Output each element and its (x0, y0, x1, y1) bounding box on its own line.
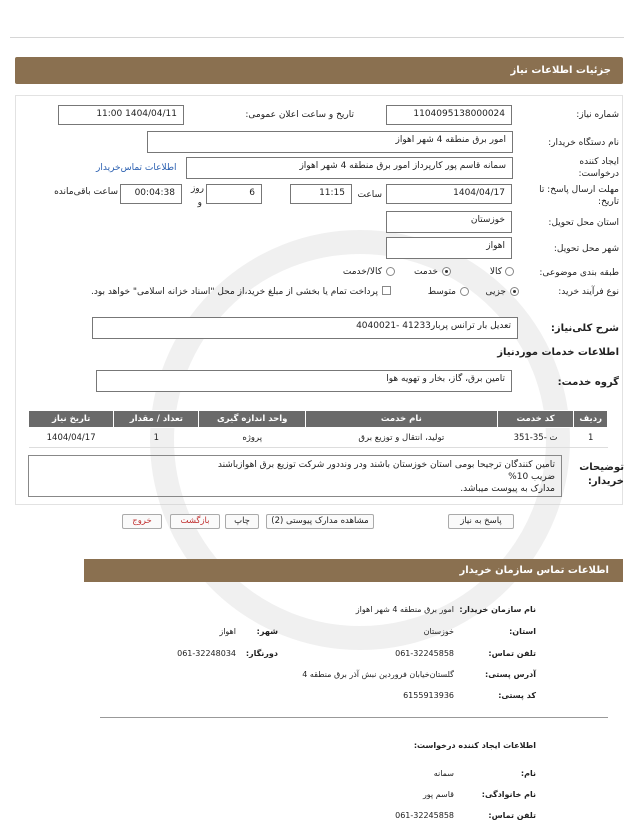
top-divider (10, 37, 624, 38)
buyer-org-label: نام دستگاه خریدار: (548, 138, 619, 148)
col-date: تاریخ نیاز (29, 411, 114, 428)
contact-phone-value: 061-32245858 (395, 649, 454, 658)
deadline-label: مهلت ارسال پاسخ: تا تاریخ: (539, 185, 619, 207)
cell-name: تولید، انتقال و توزیع برق (305, 428, 497, 448)
buyer-notes-line2: ضریب 10% (508, 472, 555, 482)
remaining-label: ساعت باقی‌مانده (54, 187, 118, 197)
contact-phone-label: تلفن تماس: (488, 649, 536, 658)
need-number-label: شماره نیاز: (576, 110, 619, 120)
table-header-row (29, 411, 608, 428)
col-code: کد خدمت (497, 411, 574, 428)
province-label: استان محل تحویل: (548, 218, 619, 228)
summary-field: تعدیل بار ترانس پربار41233 -4040021 (92, 317, 518, 339)
creator-family-value: قاسم پور (422, 790, 454, 799)
deadline-time-field: 11:15 (290, 184, 352, 204)
creator-family-label: نام خانوادگی: (481, 790, 536, 799)
process-label: نوع فرآیند خرید: (558, 287, 619, 297)
category-radio-goods[interactable] (505, 267, 514, 276)
province-field: خوزستان (386, 211, 512, 233)
reply-button[interactable]: پاسخ به نیاز (448, 514, 514, 529)
remaining-time-field: 00:04:38 (120, 184, 182, 204)
services-title: اطلاعات خدمات موردنیاز (497, 347, 619, 358)
contact-address-label: آدرس پستی: (485, 670, 536, 679)
creator-label: ایجاد کننده درخواست: (578, 157, 619, 179)
process-option-medium: متوسط (427, 287, 456, 297)
attachments-button[interactable]: مشاهده مدارک پیوستی (2) (266, 514, 374, 529)
page-header: جزئیات اطلاعات نیاز (15, 57, 623, 84)
creator-info-title: اطلاعات ایجاد کننده درخواست: (413, 741, 536, 750)
cell-unit: پروژه (199, 428, 306, 448)
category-option-goods: کالا (489, 267, 502, 277)
contact-city-value: اهواز (219, 627, 236, 636)
category-option-service: خدمت (414, 267, 438, 277)
days-field: 6 (206, 184, 262, 204)
contact-org-value: امور برق منطقه 4 شهر اهواز (355, 605, 454, 614)
buyer-notes-label: توضیحات خریدار: (579, 462, 624, 487)
category-radio-service[interactable] (442, 267, 451, 276)
contact-fax-label: دورنگار: (245, 649, 278, 658)
buyer-notes-line3: مدارک به پیوست میباشد. (460, 484, 555, 494)
buyer-notes-line1: تامین کنندگان ترجیحا بومی استان خوزستان باشند ودر ونددور شرکت توزیع برق اهوازباشند (217, 460, 555, 470)
contact-postal-label: کد پستی: (498, 691, 536, 700)
cell-code: ت -35-351 (497, 428, 574, 448)
buyer-notes-box (28, 455, 562, 497)
category-option-goods-service: کالا/خدمت (342, 267, 382, 277)
contact-address-value: گلستان‌خیابان فروردین نبش آذر برق منطقه 4 (302, 670, 454, 679)
back-button[interactable]: بازگشت (170, 514, 220, 529)
print-button[interactable]: چاپ (225, 514, 259, 529)
cell-qty: 1 (114, 428, 199, 448)
services-table (28, 410, 608, 448)
process-radio-minor[interactable] (510, 287, 519, 296)
cell-row: 1 (574, 428, 608, 448)
time-label: ساعت (357, 190, 382, 200)
category-label: طبقه بندی موضوعی: (539, 268, 619, 278)
creator-name-label: نام: (520, 769, 536, 778)
and-label: و (197, 198, 202, 208)
contact-postal-value: 6155913936 (403, 691, 454, 700)
buyer-org-field: امور برق منطقه 4 شهر اهواز (147, 131, 513, 153)
contact-buyer-link[interactable]: اطلاعات تماس‌خریدار (96, 163, 177, 173)
payment-note: پرداخت تمام یا بخشی از مبلغ خرید،از محل "اسناد خزانه اسلامی" خواهد بود. (90, 287, 378, 297)
contact-separator (100, 717, 608, 718)
announce-field: 1404/04/11 11:00 (58, 105, 184, 125)
process-option-minor: جزیی (485, 287, 506, 297)
creator-phone-value: 061-32245858 (395, 811, 454, 820)
contact-province-value: خوزستان (423, 627, 454, 636)
contact-header: اطلاعات تماس سازمان خریدار (84, 559, 623, 582)
col-row: ردیف (574, 411, 608, 428)
category-radio-goods-service[interactable] (386, 267, 395, 276)
creator-name-value: سمانه (433, 769, 454, 778)
exit-button[interactable]: خروج (122, 514, 162, 529)
days-label: روز (190, 184, 204, 194)
col-qty: تعداد / مقدار (114, 411, 199, 428)
col-unit: واحد اندازه گیری (199, 411, 306, 428)
contact-province-label: استان: (509, 627, 536, 636)
col-name: نام خدمت (305, 411, 497, 428)
cell-date: 1404/04/17 (29, 428, 114, 448)
treasury-checkbox[interactable] (382, 286, 391, 295)
contact-fax-value: 061-32248034 (177, 649, 236, 658)
city-label: شهر محل تحویل: (553, 244, 619, 254)
services-table-wrap (28, 410, 608, 448)
service-group-label: گروه خدمت: (557, 377, 619, 388)
creator-field: سمانه قاسم پور کارپرداز امور برق منطقه 4 شهر اهواز (186, 157, 513, 179)
announce-label: تاریخ و ساعت اعلان عمومی: (245, 110, 354, 120)
need-number-field: 1104095138000024 (386, 105, 512, 125)
deadline-date-field: 1404/04/17 (386, 184, 512, 204)
contact-city-label: شهر: (256, 627, 278, 636)
contact-org-label: نام سازمان خریدار: (459, 605, 536, 614)
creator-phone-label: تلفن تماس: (488, 811, 536, 820)
city-field: اهواز (386, 237, 512, 259)
summary-label: شرح کلی‌نیاز: (550, 323, 619, 334)
process-radio-medium[interactable] (460, 287, 469, 296)
service-group-field: تامین برق، گاز، بخار و تهویه هوا (96, 370, 512, 392)
table-row (29, 428, 608, 448)
